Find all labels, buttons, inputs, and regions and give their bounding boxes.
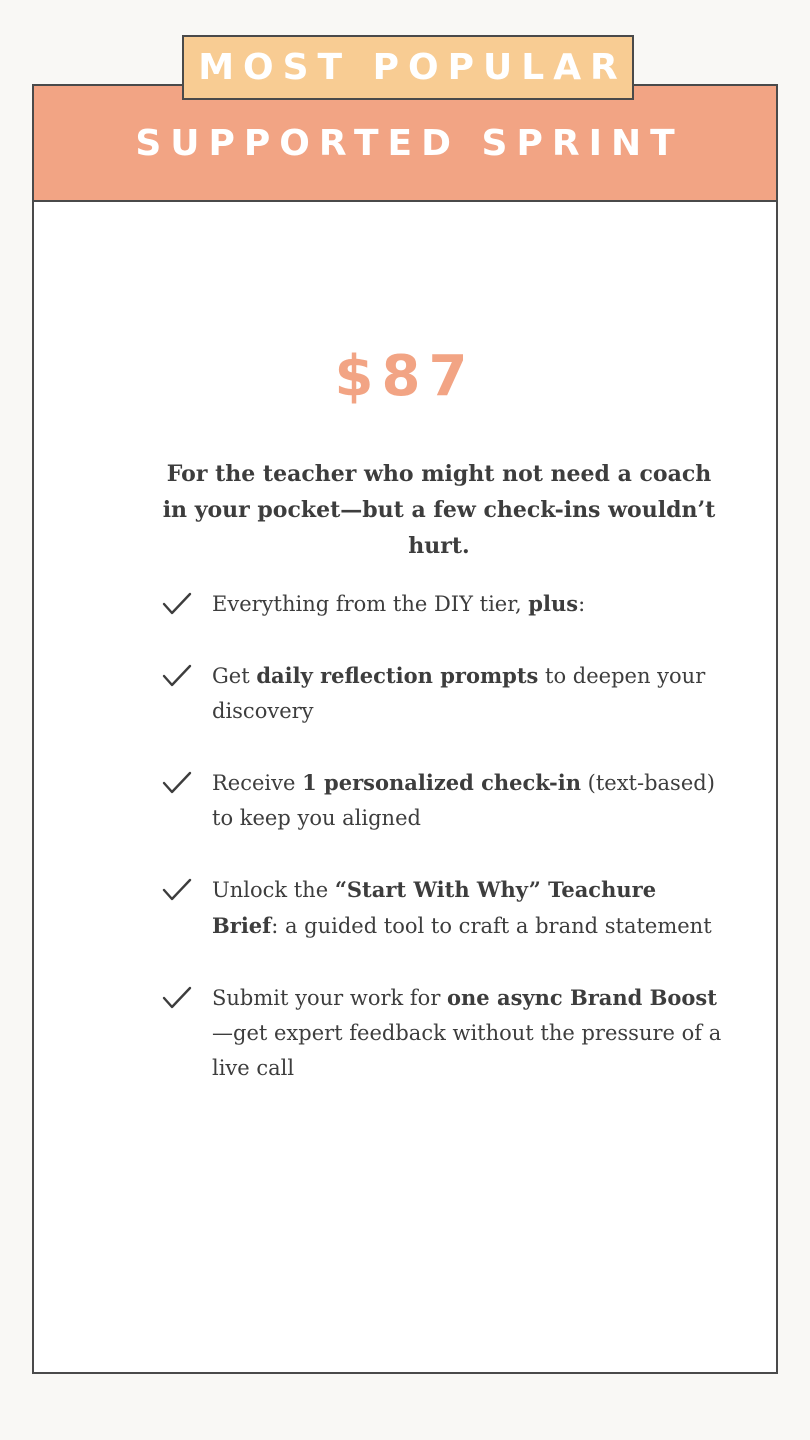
most-popular-label: MOST POPULAR xyxy=(198,47,627,88)
checkmark-icon xyxy=(162,878,192,902)
feature-item xyxy=(162,872,722,944)
feature-list xyxy=(162,586,722,1122)
tagline: For the teacher who might not need a coach in your pocket—but a few check-ins wouldn’t hurt. xyxy=(162,461,716,559)
feature-text: Receive 1 personalized check-in (text-based) to keep you aligned xyxy=(212,770,715,830)
feature-item xyxy=(162,980,722,1086)
feature-text: Submit your work for one async Brand Boost—get expert feedback without the pressure of a live call xyxy=(212,985,722,1080)
feature-item xyxy=(162,586,722,622)
feature-item xyxy=(162,658,722,729)
checkmark-icon xyxy=(162,664,192,688)
feature-text: Everything from the DIY tier, plus: xyxy=(212,591,586,616)
feature-item xyxy=(162,765,722,836)
most-popular-badge xyxy=(182,35,634,100)
tier-title: SUPPORTED SPRINT xyxy=(135,122,684,164)
feature-text: Unlock the “Start With Why” Teachure Brief: a guided tool to craft a brand statement xyxy=(212,877,712,938)
feature-text: Get daily reflection prompts to deepen your discovery xyxy=(212,663,706,723)
pricing-card xyxy=(32,84,778,1374)
price: $87 xyxy=(334,344,476,409)
checkmark-icon xyxy=(162,986,192,1010)
card-header xyxy=(34,86,776,202)
checkmark-icon xyxy=(162,592,192,616)
checkmark-icon xyxy=(162,771,192,795)
